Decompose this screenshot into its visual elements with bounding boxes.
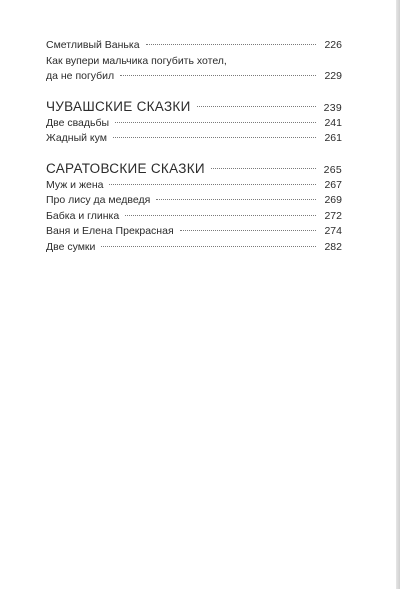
toc-entry: [46, 240, 342, 256]
dot-leader: [125, 215, 316, 216]
toc-entry-title: Две сумки: [46, 240, 96, 253]
dot-leader: [156, 199, 316, 200]
section-title: ЧУВАШСКИЕ СКАЗКИ: [46, 98, 191, 114]
toc-entry: [46, 224, 342, 240]
dot-leader: [109, 184, 316, 185]
toc-section-heading: [46, 99, 342, 116]
dot-leader: [120, 75, 316, 76]
dot-leader: [101, 246, 316, 247]
dot-leader: [197, 106, 316, 107]
section-page: 239: [323, 101, 342, 114]
toc-entry: [46, 38, 342, 54]
toc-entry-page: 229: [324, 70, 342, 82]
toc-entry-title: Ваня и Елена Прекрасная: [46, 225, 174, 237]
dot-leader: [146, 44, 316, 45]
toc-entry-wrapped-line1: [46, 54, 342, 70]
toc-entry-page: 269: [324, 194, 342, 206]
toc-entry-page: 267: [324, 178, 342, 191]
toc-entry-page: 226: [324, 39, 342, 51]
toc-entry-page: 282: [324, 240, 342, 253]
toc-entry-title: Как вупери мальчика погубить хотел,: [46, 54, 227, 67]
dot-leader: [115, 122, 316, 123]
dot-leader: [211, 168, 316, 169]
dot-leader: [180, 230, 316, 231]
toc-entry-page: 241: [324, 116, 342, 129]
page-edge: [396, 0, 400, 589]
toc-entry: [46, 209, 342, 225]
toc-entry: [46, 116, 342, 132]
toc-entry-title: да не погубил: [46, 70, 115, 82]
toc-entry-page: 272: [324, 209, 342, 222]
toc-entry: [46, 69, 342, 85]
toc-entry-title: Сметливый Ванька: [46, 39, 140, 51]
toc-entry-title: Бабка и глинка: [46, 209, 120, 222]
toc-entry-page: 274: [324, 225, 342, 237]
toc-entry-title: Две свадьбы: [46, 116, 110, 129]
toc-entry: [46, 131, 342, 147]
toc-entry-page: 261: [324, 132, 342, 144]
toc-entry: [46, 193, 342, 209]
section-page: 265: [323, 163, 342, 176]
toc-section-heading: [46, 161, 342, 178]
toc-entry-title: Про лису да медведя: [46, 194, 151, 206]
table-of-contents: [46, 38, 342, 255]
toc-entry-title: Муж и жена: [46, 178, 104, 191]
dot-leader: [113, 137, 316, 138]
toc-entry: [46, 178, 342, 194]
section-title: САРАТОВСКИЕ СКАЗКИ: [46, 160, 205, 176]
toc-entry-title: Жадный кум: [46, 132, 107, 144]
